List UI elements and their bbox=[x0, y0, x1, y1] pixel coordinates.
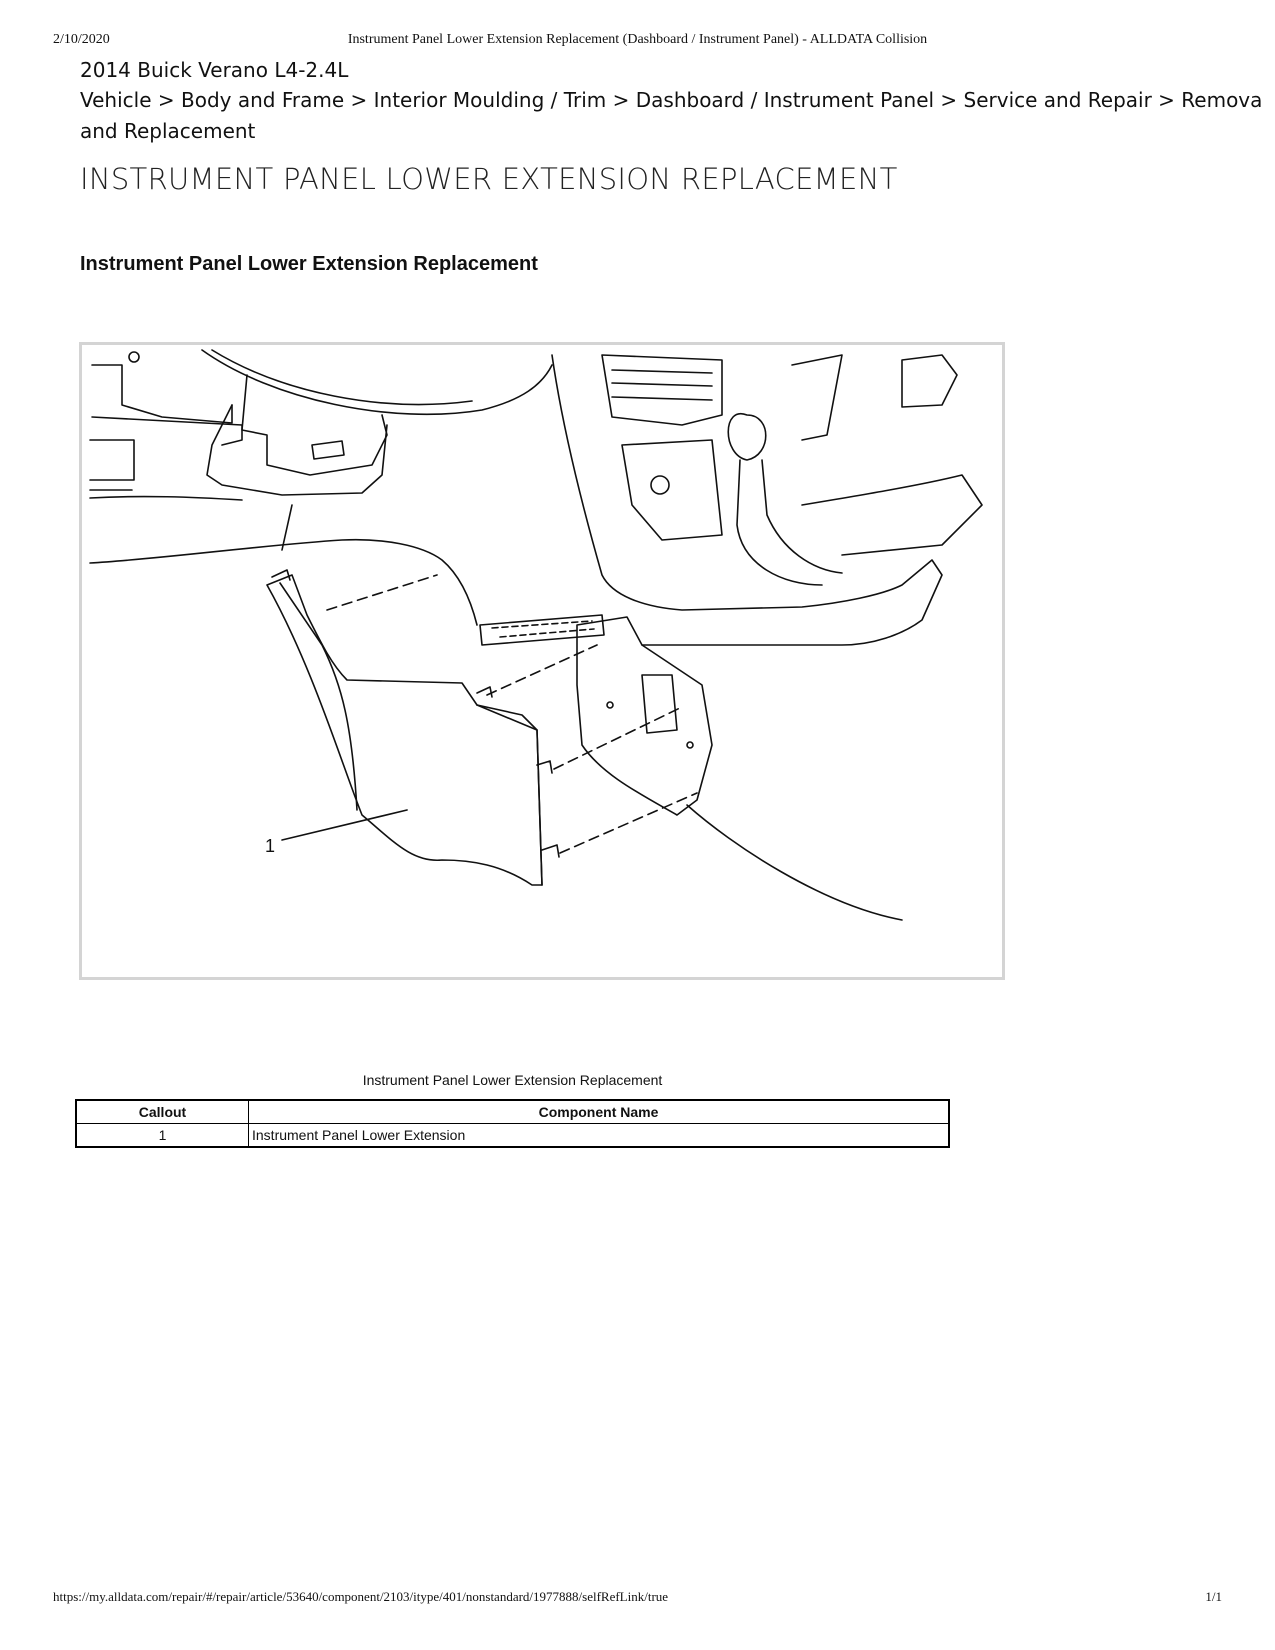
print-header bbox=[53, 32, 1222, 52]
breadcrumb: Vehicle > Body and Frame > Interior Moulding / Trim > Dashboard / Instrument Panel > Service and Repair > Remova bbox=[80, 88, 1263, 112]
left-vent bbox=[90, 440, 134, 480]
print-url: https://my.alldata.com/repair/#/repair/article/53640/component/2103/itype/401/nonstandard/1977888/selfRefLink/true bbox=[53, 1589, 669, 1604]
table-row bbox=[76, 1124, 949, 1148]
illustration-drawing bbox=[82, 345, 1002, 977]
bracket-panel bbox=[577, 617, 712, 815]
table-cell-component-name: Instrument Panel Lower Extension bbox=[249, 1124, 950, 1148]
clip-3 bbox=[542, 845, 559, 857]
service-illustration bbox=[79, 342, 1005, 980]
table-header-row bbox=[76, 1100, 949, 1124]
callout-label-1: 1 bbox=[265, 836, 276, 856]
right-armrest bbox=[802, 475, 982, 555]
print-date: 2/10/2020 bbox=[53, 32, 110, 47]
steering-wheel bbox=[202, 350, 552, 414]
column-header-callout: Callout bbox=[76, 1100, 249, 1124]
print-document-title: Instrument Panel Lower Extension Replacement (Dashboard / Instrument Panel) - ALLDATA Collision bbox=[347, 32, 928, 47]
shifter-knob bbox=[728, 414, 766, 460]
clip-2 bbox=[537, 761, 552, 773]
console-cup-area bbox=[622, 440, 722, 540]
instrument-panel-lower-extension bbox=[267, 575, 542, 885]
dash-lower-edge bbox=[90, 540, 477, 625]
vehicle-name: 2014 Buick Verano L4-2.4L bbox=[80, 58, 349, 82]
section-title: Instrument Panel Lower Extension Replacement bbox=[80, 253, 538, 275]
table-cell-callout: 1 bbox=[76, 1124, 249, 1148]
center-vent bbox=[602, 355, 722, 425]
callout-table bbox=[75, 1099, 950, 1148]
clip-1 bbox=[477, 687, 492, 697]
right-bracket bbox=[902, 355, 957, 407]
alignment-lines bbox=[327, 575, 697, 853]
fastener-icon bbox=[651, 476, 669, 494]
center-stack bbox=[552, 355, 942, 645]
page-number: 1/1 bbox=[1205, 1589, 1222, 1604]
print-footer bbox=[53, 1589, 1222, 1609]
screw-icon bbox=[129, 352, 139, 362]
callout-leader-line bbox=[282, 810, 407, 840]
table-caption: Instrument Panel Lower Extension Replacement bbox=[362, 1072, 663, 1088]
dash-left-frame bbox=[92, 365, 232, 423]
steering-column bbox=[207, 405, 387, 495]
column-header-component-name: Component Name bbox=[249, 1100, 950, 1124]
page-title: INSTRUMENT PANEL LOWER EXTENSION REPLACEMENT bbox=[80, 162, 898, 196]
breadcrumb-continuation: and Replacement bbox=[80, 119, 256, 143]
